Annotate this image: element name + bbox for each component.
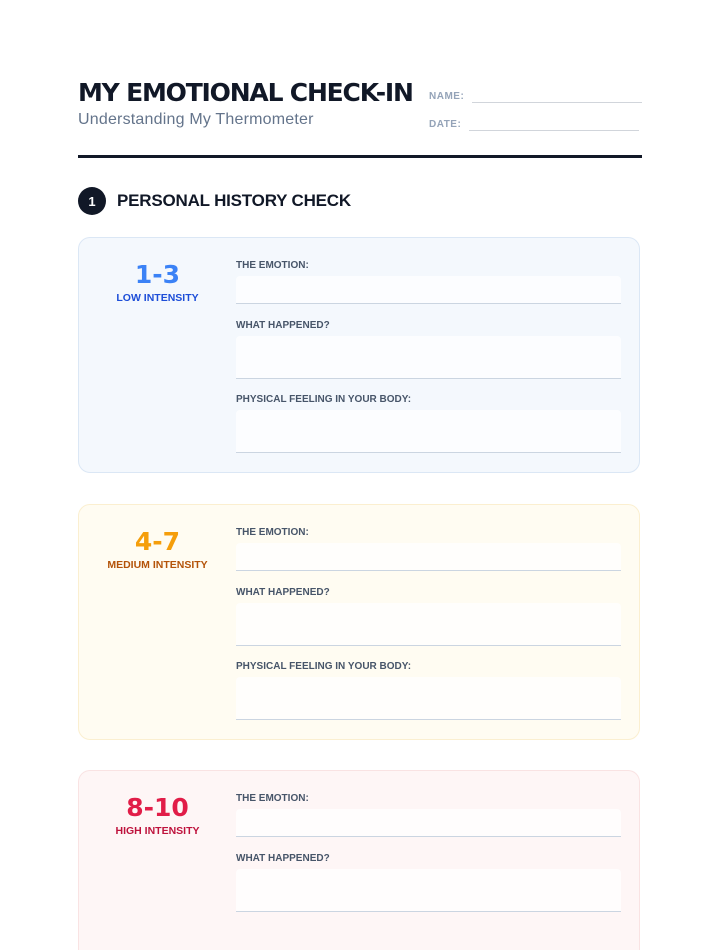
emotion-label: THE EMOTION: bbox=[236, 527, 309, 538]
header-divider bbox=[78, 155, 642, 158]
name-label: NAME: bbox=[429, 91, 465, 102]
page-title: MY EMOTIONAL CHECK-IN bbox=[78, 78, 413, 107]
intensity-label: MEDIUM INTENSITY bbox=[107, 559, 208, 571]
intensity-scale bbox=[79, 260, 236, 304]
intensity-scale bbox=[79, 527, 236, 571]
name-row bbox=[429, 88, 642, 103]
date-label: DATE: bbox=[429, 119, 462, 130]
physical-feeling-input[interactable] bbox=[236, 677, 621, 720]
what-happened-label: WHAT HAPPENED? bbox=[236, 853, 330, 864]
emotion-label: THE EMOTION: bbox=[236, 793, 309, 804]
intensity-scale bbox=[79, 793, 236, 837]
physical-feeling-label: PHYSICAL FEELING IN YOUR BODY: bbox=[236, 394, 412, 405]
intensity-card-low bbox=[78, 237, 640, 473]
physical-feeling-label: PHYSICAL FEELING IN YOUR BODY: bbox=[236, 661, 412, 672]
emotion-input[interactable] bbox=[236, 809, 621, 837]
section-number-badge: 1 bbox=[78, 187, 106, 215]
intensity-range: 4-7 bbox=[134, 527, 181, 556]
what-happened-label: WHAT HAPPENED? bbox=[236, 320, 330, 331]
intensity-label: LOW INTENSITY bbox=[116, 292, 199, 304]
what-happened-input[interactable] bbox=[236, 869, 621, 912]
emotion-input[interactable] bbox=[236, 276, 621, 304]
emotion-label: THE EMOTION: bbox=[236, 260, 309, 271]
page-subtitle: Understanding My Thermometer bbox=[78, 111, 314, 128]
date-field[interactable] bbox=[469, 116, 639, 131]
emotion-input[interactable] bbox=[236, 543, 621, 571]
section-heading bbox=[78, 187, 351, 215]
section-title: PERSONAL HISTORY CHECK bbox=[117, 191, 351, 210]
intensity-range: 1-3 bbox=[134, 260, 181, 289]
intensity-card-medium bbox=[78, 504, 640, 740]
worksheet-header bbox=[78, 78, 642, 158]
date-row bbox=[429, 116, 639, 131]
what-happened-input[interactable] bbox=[236, 336, 621, 379]
physical-feeling-input[interactable] bbox=[236, 410, 621, 453]
what-happened-input[interactable] bbox=[236, 603, 621, 646]
what-happened-label: WHAT HAPPENED? bbox=[236, 587, 330, 598]
intensity-card-high bbox=[78, 770, 640, 950]
name-field[interactable] bbox=[472, 88, 642, 103]
intensity-label: HIGH INTENSITY bbox=[115, 825, 200, 837]
intensity-range: 8-10 bbox=[126, 793, 189, 822]
